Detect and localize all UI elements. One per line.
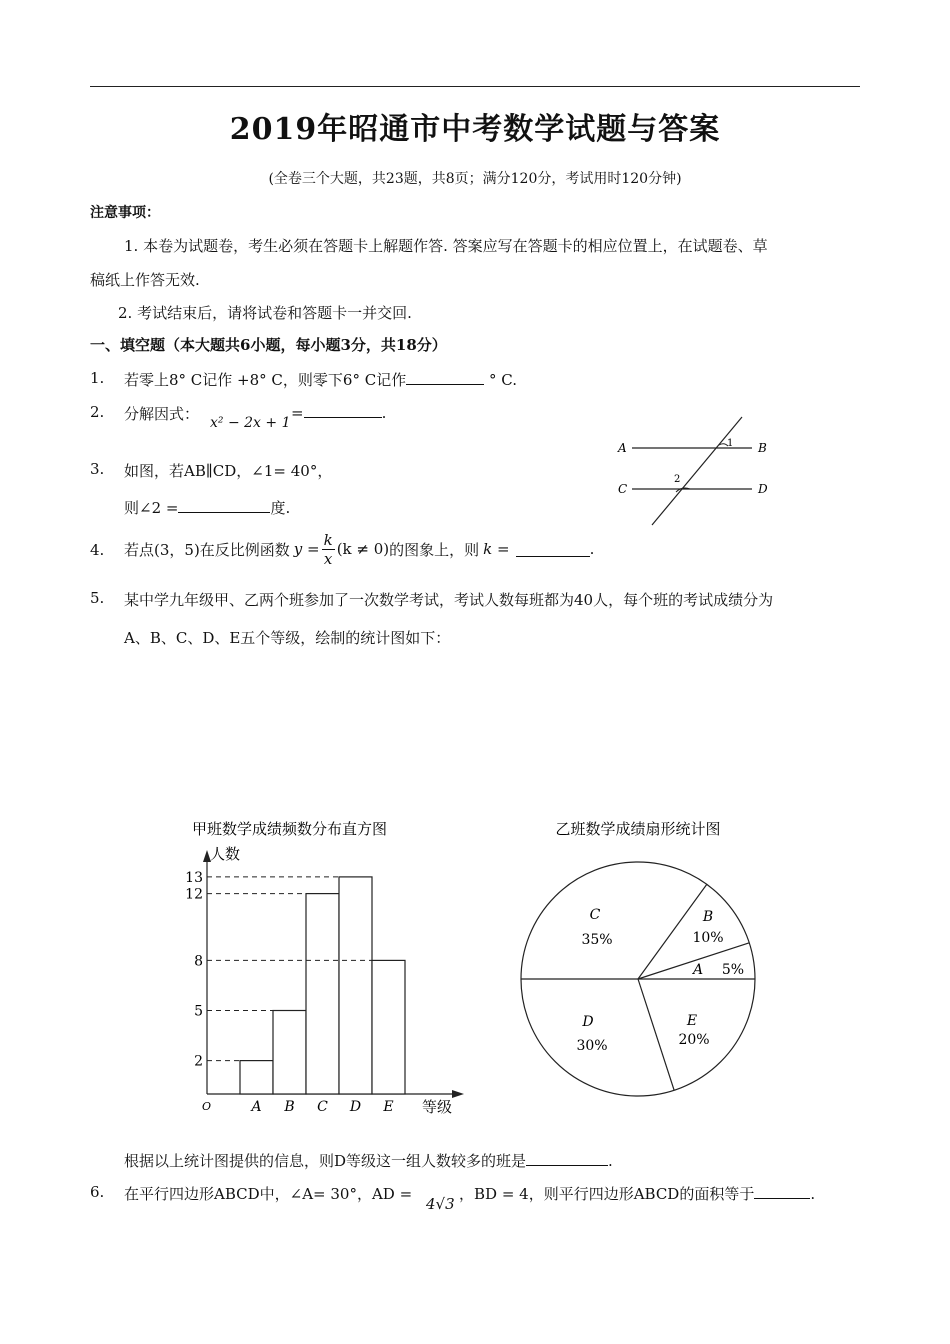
histogram-ylabel: 人数 [210, 845, 241, 863]
histogram-origin: O [202, 1100, 212, 1113]
label-angle-1: 1 [727, 438, 734, 449]
page-title: 2019年昭通市中考数学试题与答案 [229, 112, 721, 147]
q1-number: 1. [90, 369, 105, 387]
q2-answer: = . [291, 404, 387, 422]
q4-answer-blank[interactable] [516, 542, 590, 557]
histogram-ytick-8: 8 [194, 953, 203, 970]
q5-question: 根据以上统计图提供的信息，则D等级这一组人数较多的班是 . [124, 1152, 613, 1170]
q6-text-a: 在平行四边形ABCD中，∠A= 30°，AD = [124, 1185, 413, 1203]
pie-value-A: 5% [721, 962, 745, 978]
parallel-lines-figure [610, 410, 780, 535]
pie-label-D: D [582, 1014, 594, 1030]
notice-item-1-line1: 1. 本卷为试题卷，考生必须在答题卡上解题作答. 答案应写在答题卡的相应位置上，在试题卷、草 [124, 237, 768, 255]
pie-value-C: 35% [581, 932, 613, 948]
question-1: 若零上8° C记作 +8° C，则零下6° C记作 ° C. [124, 371, 517, 389]
question-4: 若点(3，5)在反比例函数 y = $\frac{k}{x}$ (k ≠ 0) 的图象上，则 k = . [124, 530, 595, 568]
top-rule [90, 86, 860, 87]
histogram-title: 甲班数学成绩频数分布直方图 [192, 820, 388, 838]
histogram-bar-D [339, 877, 372, 1094]
q6-answer-blank[interactable] [754, 1184, 810, 1199]
pie-value-E: 20% [678, 1032, 710, 1048]
pie-label-E: E [686, 1013, 698, 1029]
pie-title: 乙班数学成绩扇形统计图 [555, 820, 721, 838]
histogram-category-E: E [383, 1099, 394, 1115]
q3-number: 3. [90, 460, 105, 478]
q5-answer-blank[interactable] [526, 1151, 608, 1166]
pie-label-B: B [702, 909, 714, 925]
histogram-category-B: B [284, 1099, 295, 1115]
q6-ad-value: 4√3 [426, 1195, 455, 1213]
section-1-heading: 一、填空题（本大题共6小题，每小题3分，共18分） [90, 336, 447, 354]
histogram-bar-A [240, 1061, 273, 1094]
histogram-ytick-2: 2 [194, 1053, 203, 1070]
q5-line2: A、B、C、D、E五个等级，绘制的统计图如下： [124, 629, 451, 647]
histogram-bar-E [372, 960, 405, 1094]
notice-item-1-line2: 稿纸上作答无效. [90, 271, 200, 289]
q4-number: 4. [90, 541, 105, 559]
histogram-xlabel: 等级 [422, 1098, 453, 1116]
q5-line1: 某中学九年级甲、乙两个班参加了一次数学考试，考试人数每班都为40人，每个班的考试成绩分为 [124, 591, 774, 609]
q5-number: 5. [90, 589, 105, 607]
histogram-category-A: A [251, 1099, 262, 1115]
label-angle-2: 2 [674, 474, 681, 485]
pie-value-B: 10% [692, 930, 724, 946]
q3-line2: 则∠2 = 度. [124, 499, 291, 517]
notice-item-2: 2. 考试结束后，请将试卷和答题卡一并交回. [118, 304, 412, 322]
pie-value-D: 30% [576, 1038, 608, 1054]
transversal-line [652, 417, 742, 525]
q2-answer-blank[interactable] [304, 403, 382, 418]
q3-line1: 如图，若AB∥CD，∠1= 40°， [124, 462, 333, 480]
histogram-ytick-5: 5 [194, 1003, 203, 1020]
q1-answer-blank[interactable] [406, 370, 484, 385]
q3-answer-blank[interactable] [178, 498, 270, 513]
pie-label-C: C [589, 907, 601, 923]
q4-fraction: $\frac{k}{x}$ [323, 530, 333, 568]
q2-expression: x² − 2x + 1 [210, 415, 291, 431]
exam-info: (全卷三个大题，共23题，共8页；满分120分，考试用时120分钟) [268, 171, 682, 187]
histogram-category-C: C [317, 1099, 328, 1115]
class-jia-histogram [180, 812, 480, 1122]
histogram-ytick-13: 13 [185, 869, 203, 886]
histogram-ytick-12: 12 [185, 886, 203, 903]
question-2: 分解因式： [124, 405, 200, 423]
class-yi-pie-chart [508, 812, 768, 1102]
label-b: B [758, 441, 767, 455]
label-a: A [618, 441, 627, 455]
label-c: C [618, 482, 628, 496]
histogram-bar-C [306, 894, 339, 1094]
q6-text-b: ，BD = 4，则平行四边形ABCD的面积等于 . [459, 1185, 816, 1203]
label-d: D [758, 482, 768, 496]
x-axis-arrow [452, 1090, 464, 1098]
histogram-category-D: D [349, 1099, 362, 1115]
q6-number: 6. [90, 1183, 105, 1201]
q2-number: 2. [90, 403, 105, 421]
histogram-bar-B [273, 1011, 306, 1095]
notice-heading: 注意事项： [90, 205, 160, 221]
pie-label-A: A [692, 962, 704, 978]
